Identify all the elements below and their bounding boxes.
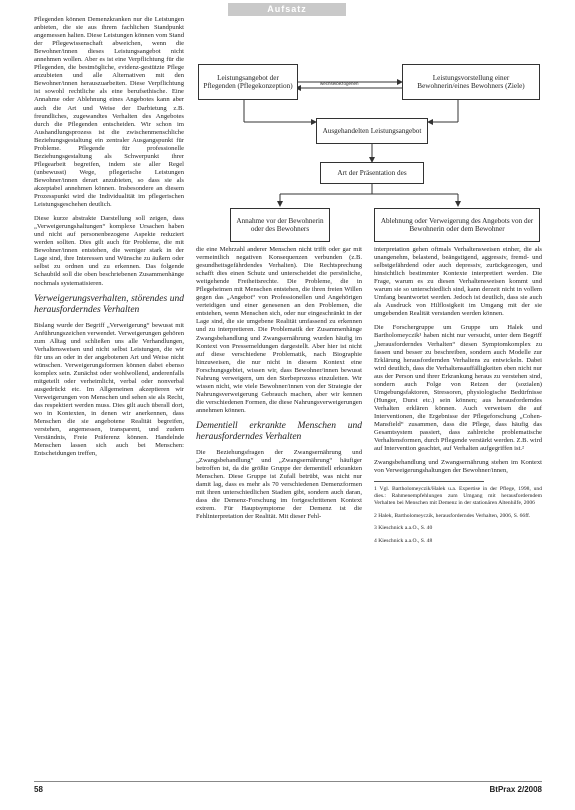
paragraph: Bislang wurde der Begriff „Verweigerung“ bewusst mit Anführungszeichen verwendet. Verweigerungen gehören zum Alltag und schließen uns alle Verhandlungen, Verhaltensweisen und nicht selbst Leistungen, die wir für uns an oder in der angebotenen Art und Weise nicht wünschen. Verweigerungsformen können dabei ebenso komplex sein. Zunächst oder wohlwollend, anderenfalls mitgeteilt oder verheimlicht, verbal oder nonverbal ausgedrückt etc. Im Allgemeinen akzeptieren wir Verweigerungen von Menschen und sehen sie als Recht, das respektiert werden muss. Dies gilt auch überall dort, wo in Kontexten, in denen wir anerkennen, dass Menschen die sie angebotene Realität begreifen, verstehen, angemessen, transparent, und zudem Verständnis, Freie Präferenz können. Handelnde Menschen lassen sich auch bei Menschen: Entscheidungen treffen, — [34, 321, 185, 458]
node-provider: Leistungsangebot der Pflegenden (Pflegekonzeption) — [198, 64, 298, 100]
column-right — [374, 246, 542, 776]
page-number: 58 — [34, 785, 43, 794]
paragraph: interpretation gehen oftmals Verhaltensweisen einher, die als unangenehm, belastend, beängstigend, aggressiv, fremd- und selbstgefährdend oder auch depressiv, zurückgezogen, und hinsichtlich bestimmter Kontexte interpretiert werden. Die Frage, warum es zu diesen Verhaltensweisen kommt und warum sie so unterschiedlich sind, kann derzeit nicht in vollem Umfang beantwortet werden. Jedoch ist deutlich, dass sie auch als Ausdruck von Hilflosigkeit im Umgang mit der sie umgebenden Realität verstanden werden können. — [374, 246, 542, 318]
column-middle — [196, 246, 362, 776]
footer-divider — [34, 781, 542, 782]
column-left — [34, 16, 184, 776]
node-acceptance: Annahme vor der Bewohnerin oder des Bewohners — [230, 208, 330, 242]
paragraph: die eine Mehrzahl anderer Menschen nicht trifft oder gar mit vermeintlich negativen Konsequenzen verbunden (z.B. gesundheitsgefährdendes Verhalten). Die Rechtsprechung schafft dies einen Schutz und unterscheidet die persönliche, weitgehende Freiheitsrechte. Die Probleme, die in Pflegeheimen mit Menschen entstehen, die ihren freien Willen gegen das „Angebot“ von Professionellen und Angehörigen verteidigen und einer genesenen an den Problemen, die entstehen, wenn Menschen sich, oder nur eingeschränkt in der Lage sind, die sie umgebene Realität umfassend zu erkennen und zu interpretieren. Die Problematik der Zusammenhänge Zwangsbehandlung und Zwangsernährung wurden häufig im Kontext von Pressemeldungen dargestellt. Aber hier ist nicht auf diese verschiedene Problematik, nach Biographie hinzuweisen, die nur nicht in diesem Kontext eine Forschungsgebiet, wissen wir, dass Bewohner/innen bewusst Nahrung verweigern, um den Sterbeprozess einzuleiten. Wir wissen nicht, wie viele Bewohner/innen von der Strategie der Nahrungsverweigerung Gebrauch machen, aber wir kennen die verschiedenen Formen, die diese Nahrungsverweigerungen annehmen können. — [196, 246, 362, 414]
node-recipient: Leistungsvorstellung einer Bewohnerin/eines Bewohners (Ziele) — [402, 64, 540, 100]
paragraph: Pflegenden können Demenzkranken nur die Leistungen anbieten, die sie aus ihrem fachlichen Standpunkt angemessen halten. Diese Leistungen können vom Stand der Pflegewissenschaft abweichen, wenn die Bewohner/innen dieses Leistungsangebot nicht annehmen wollen. Aber es ist eine Verpflichtung für die Pflegenden, die bestmögliche, evidenz-gestützte Pflege anzubieten und alle Alternativen mit den Bewohner/innen herauszuarbeiten. Diese Verpflichtung ist sowohl rechtliche als eine berufsethische. Eine Annahme oder Ablehnung eines Angebotes kann aber auch die Art und Weise der Darbietung z.B. freundliches, zugewandtes Verhalten des Angebotes durch die Pflegenden entscheiden. Wir schon im Aushandlungsprozess ist die zwischenmenschliche Beziehungsgestaltung ein zentraler Ausgangspunkt für Probleme. Pflegende für professionelle Beziehungsgestaltung als Schwerpunkt ihrer Pflegearbeit begreifen, indem sie aller Regel (unbewusst) Wege, pflegerische Leistungen Bewohner/innen derart anzubieten, so dass sie als akzeptabel annehmen können. Insbesondere an diesem Prozesspunkt wird die Individualität im pflegerischen Leistungsgeschehen deutlich. — [34, 16, 184, 209]
footnote: 1 Vgl. Bartholomeyczik/Halek u.a. Expertise in der Pflege, 1998, und dies.: Rahmenempfehlungen zum Umgang mit herausforderndem Verhalten bei Menschen mit Demenz in der stationären Altenhilfe, 2006 — [374, 486, 542, 506]
subheading: Dementiell erkrankte Menschen und herausforderndes Verhalten — [196, 420, 362, 442]
magazine-issue: BtPrax 2/2008 — [489, 785, 542, 794]
paragraph: Diese kurze abstrakte Darstellung soll zeigen, dass „Verweigerungshaltungen“ komplexe Ursachen haben und nicht auf personenbezogene Aspekte reduziert werden sollten. Dies gilt auch für Probleme, die mit Bewohner/innen entstehen, die weniger stark in der Lage sind, ihre Interessen und Wünsche zu äußern oder selbst zu ordnen und zu erkennen. Das folgende Schaubild soll die oben beschriebenen Zusammenhänge nochmals systematisieren. — [34, 215, 184, 287]
edge-label: wechselbezogenen — [320, 81, 359, 86]
footnote: 4 Kieschnick a.a.O., S. 48 — [374, 538, 433, 545]
node-presentation: Art der Präsentation des — [320, 162, 424, 184]
flow-diagram — [196, 58, 542, 244]
node-rejection: Ablehnung oder Verweigerung des Angebots von der Bewohnerin oder dem Bewohner — [374, 208, 540, 242]
footnote: 3 Kieschnick a.a.O., S. 40 — [374, 525, 433, 532]
footnote-divider — [374, 481, 484, 482]
node-negotiated-offer: Ausgehandelten Leistungsangebot — [316, 118, 428, 144]
paragraph: Die Forschergruppe um Gruppe um Halek und Bartholomeyczik¹ haben nicht nur versucht, unter dem Begriff „herausforderndes Verhalten“ diesen Symptomkomplex zu fassen und besser zu beschreiben, sondern auch Modelle zur Erklärung herausfordernden Verhaltens zu entwickeln. Dabei wird deutlich, dass die Verhaltensauffälligkeiten eben nicht nur aus der Person und ihrer Erkrankung heraus zu verstehen sind, sondern auch Folge von Reizen der (sozialen) Umgebungsfaktoren, Stressoren, physiologische Bedürfnisse (Hunger, Durst etc.) sein können; aus herausforderndes Verhalten erklären können. Auch verweisen die auf Interventionen, die Ergebnisse der Pflegeforschung „Cohen-Mansfield“ zusammen, dass die Pflege, dass häufig das Gesamtsystem passiert, dass zahlreiche problematische Verhaltensformen, durch Pflegende verstärkt werden. Z.B. wird auf Intervention geachtet, auf Verhalten aufgegriffen ist.² — [374, 324, 542, 453]
section-header: Aufsatz — [228, 3, 346, 16]
subheading: Verweigerungsverhalten, störendes und herausforderndes Verhalten — [34, 293, 184, 315]
paragraph: Die Beziehungsfragen der Zwangsernährung und „Zwangsbehandlung“ und „Zwangsernährung“ häufiger betroffen ist, da die größte Gruppe der dementiell erkrankten Menschen. Diese Gruppe ist Zufall betrübt, was nicht nur damit lag, dass es mehr als 70 verschiedenen Demenzformen mit ihren unterschiedlichen Stadien gibt, sondern auch daran, dass die Demenz-Forschung im fortgeschrittenen Kontext extrem. Für Hauptsymptome der Demenz ist die Fehlinterpretation der Realität. Mit dieser Fehl- — [196, 448, 362, 521]
paragraph: Zwangsbehandlung und Zwangsernährung stehen im Kontext von Verweigerungshaltungen der Bewohner/innen, — [374, 459, 542, 475]
footnote: 2 Halek, Bartholomeyczik, herausforderndes Verhalten, 2006, S. 66ff. — [374, 512, 531, 519]
